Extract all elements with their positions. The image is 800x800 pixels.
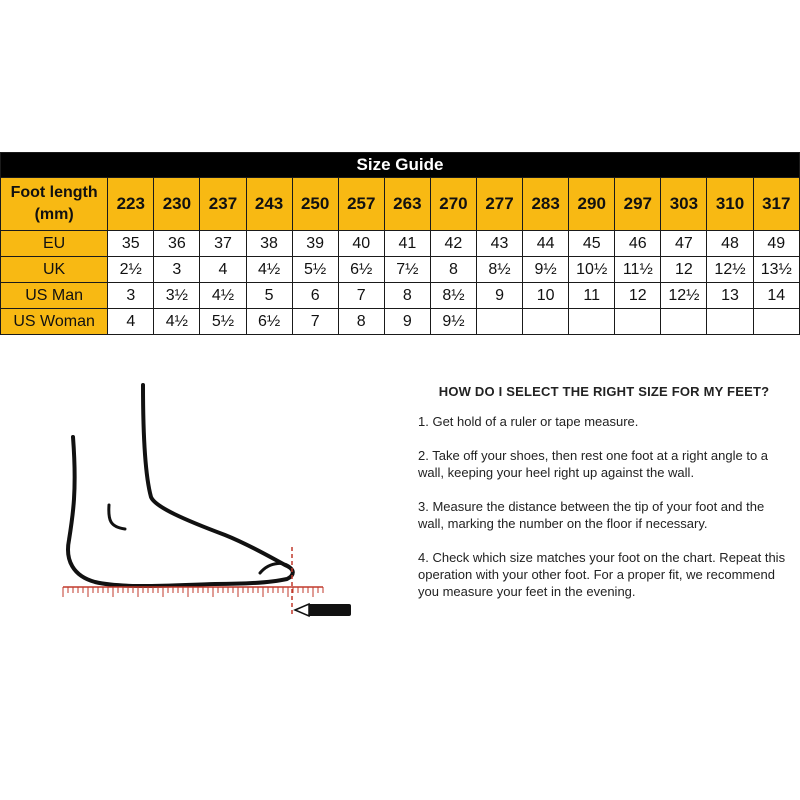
size-cell-empty xyxy=(615,309,661,335)
size-cell: 38 xyxy=(246,231,292,257)
foot-measurement-illustration xyxy=(55,375,365,630)
instructions-panel xyxy=(418,383,790,617)
size-cell: 11 xyxy=(569,283,615,309)
size-cell-empty xyxy=(753,309,799,335)
size-cell: 37 xyxy=(200,231,246,257)
size-cell: 9½ xyxy=(523,257,569,283)
foot-length-cell: 250 xyxy=(292,178,338,231)
ankle-line xyxy=(109,505,125,529)
row-label-eu: EU xyxy=(1,231,108,257)
size-cell: 10½ xyxy=(569,257,615,283)
size-cell: 14 xyxy=(753,283,799,309)
foot-length-cell: 297 xyxy=(615,178,661,231)
size-cell: 9 xyxy=(476,283,522,309)
instruction-step-2: 2. Take off your shoes, then rest one foot at a right angle to a wall, keeping your heel right up against the wall. xyxy=(418,448,769,480)
size-cell: 4 xyxy=(200,257,246,283)
size-cell: 4½ xyxy=(154,309,200,335)
foot-length-cell: 223 xyxy=(108,178,154,231)
foot-outline-icon xyxy=(55,375,365,625)
size-cell: 3 xyxy=(154,257,200,283)
size-cell: 3½ xyxy=(154,283,200,309)
size-cell: 13½ xyxy=(753,257,799,283)
size-cell: 7 xyxy=(338,283,384,309)
table-row-uk xyxy=(1,257,800,283)
table-row-eu xyxy=(1,231,800,257)
instructions-heading: HOW DO I SELECT THE RIGHT SIZE FOR MY FEET? xyxy=(438,384,770,399)
size-cell: 7 xyxy=(292,309,338,335)
foot-outline-icon xyxy=(68,385,293,586)
foot-length-cell: 243 xyxy=(246,178,292,231)
size-cell: 13 xyxy=(707,283,753,309)
foot-length-label-line2: (mm) xyxy=(34,206,74,223)
size-cell: 7½ xyxy=(384,257,430,283)
foot-length-cell: 277 xyxy=(476,178,522,231)
size-cell: 5½ xyxy=(292,257,338,283)
size-cell: 12 xyxy=(615,283,661,309)
size-cell: 48 xyxy=(707,231,753,257)
size-cell-empty xyxy=(569,309,615,335)
size-cell: 6½ xyxy=(338,257,384,283)
foot-length-cell: 303 xyxy=(661,178,707,231)
size-cell: 9½ xyxy=(430,309,476,335)
size-cell: 42 xyxy=(430,231,476,257)
size-guide-title: Size Guide xyxy=(1,153,800,178)
size-cell: 35 xyxy=(108,231,154,257)
size-cell: 45 xyxy=(569,231,615,257)
pencil-icon xyxy=(295,604,351,616)
foot-length-row xyxy=(1,178,800,231)
size-cell: 47 xyxy=(661,231,707,257)
size-cell-empty xyxy=(707,309,753,335)
size-cell-empty xyxy=(476,309,522,335)
size-cell-empty xyxy=(661,309,707,335)
size-cell: 8½ xyxy=(476,257,522,283)
foot-length-label xyxy=(1,178,108,231)
size-cell: 49 xyxy=(753,231,799,257)
size-cell: 5½ xyxy=(200,309,246,335)
size-cell: 44 xyxy=(523,231,569,257)
size-cell: 40 xyxy=(338,231,384,257)
size-cell: 8½ xyxy=(430,283,476,309)
size-cell: 36 xyxy=(154,231,200,257)
ruler-icon xyxy=(63,587,323,597)
size-cell: 39 xyxy=(292,231,338,257)
size-cell: 8 xyxy=(430,257,476,283)
size-cell: 8 xyxy=(384,283,430,309)
size-cell: 5 xyxy=(246,283,292,309)
size-cell: 10 xyxy=(523,283,569,309)
toe-line xyxy=(260,563,291,573)
size-cell: 3 xyxy=(108,283,154,309)
foot-length-cell: 317 xyxy=(753,178,799,231)
size-cell: 12½ xyxy=(661,283,707,309)
size-cell: 2½ xyxy=(108,257,154,283)
size-cell: 6½ xyxy=(246,309,292,335)
instruction-step-3: 3. Measure the distance between the tip of your foot and the wall, marking the number on the floor if necessary. xyxy=(418,499,765,531)
instruction-step-1: 1. Get hold of a ruler or tape measure. xyxy=(418,414,639,429)
row-label-uk: UK xyxy=(1,257,108,283)
size-cell: 6 xyxy=(292,283,338,309)
foot-length-cell: 230 xyxy=(154,178,200,231)
size-cell: 8 xyxy=(338,309,384,335)
size-cell: 41 xyxy=(384,231,430,257)
foot-length-cell: 270 xyxy=(430,178,476,231)
foot-length-cell: 237 xyxy=(200,178,246,231)
foot-length-label-line1: Foot length xyxy=(10,184,98,201)
size-cell: 4 xyxy=(108,309,154,335)
size-cell: 12 xyxy=(661,257,707,283)
instruction-step-4: 4. Check which size matches your foot on the chart. Repeat this operation with your other foot. For a proper fit, we recommend you measure your feet in the evening. xyxy=(418,550,786,599)
size-cell: 43 xyxy=(476,231,522,257)
foot-length-cell: 257 xyxy=(338,178,384,231)
foot-length-cell: 263 xyxy=(384,178,430,231)
size-guide-table xyxy=(0,152,800,335)
size-cell: 9 xyxy=(384,309,430,335)
row-label-us-woman: US Woman xyxy=(1,309,108,335)
size-cell: 12½ xyxy=(707,257,753,283)
size-cell: 46 xyxy=(615,231,661,257)
size-cell-empty xyxy=(523,309,569,335)
foot-length-cell: 290 xyxy=(569,178,615,231)
foot-length-cell: 310 xyxy=(707,178,753,231)
size-cell: 4½ xyxy=(246,257,292,283)
table-row-us-man xyxy=(1,283,800,309)
foot-length-cell: 283 xyxy=(523,178,569,231)
row-label-us-man: US Man xyxy=(1,283,108,309)
size-cell: 11½ xyxy=(615,257,661,283)
table-row-us-woman xyxy=(1,309,800,335)
size-cell: 4½ xyxy=(200,283,246,309)
